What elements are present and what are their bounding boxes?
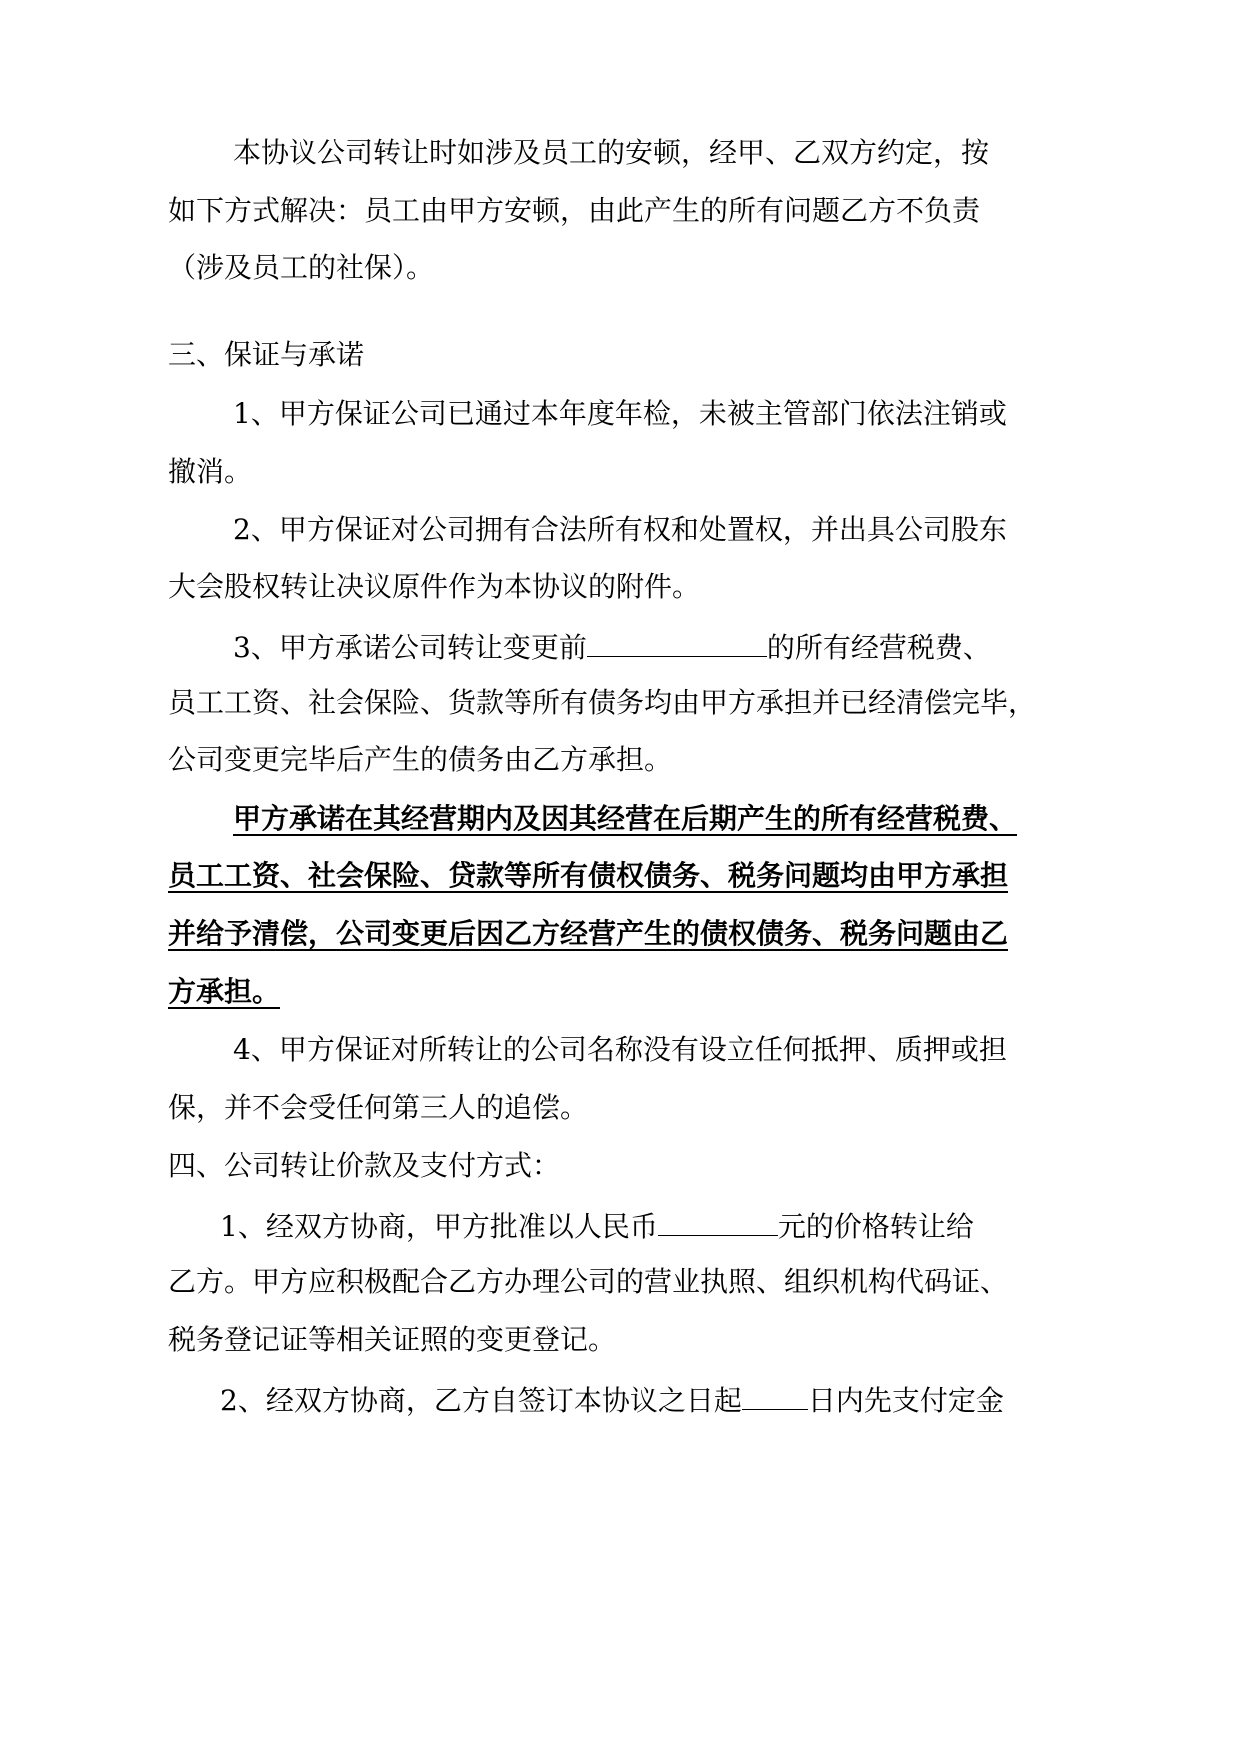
section-four-item2-line1 [220,1381,1004,1418]
section-three-item4-line1: 4、甲方保证对所转让的公司名称没有设立任何抵押、质押或担 [233,1033,1007,1066]
section-three-item1-line1: 1、甲方保证公司已通过本年度年检，未被主管部门依法注销或 [233,397,1007,430]
section-three-item4-line2: 保，并不会受任何第三人的追偿。 [168,1091,589,1124]
section-three-item1-line2: 撤消。 [168,455,253,488]
item3-text-after-blank: 的所有经营税费、 [766,631,991,664]
price-text-before-blank: 1、经双方协商，甲方批准以人民币 [220,1210,658,1243]
section-four-item1-line1 [220,1207,974,1244]
section-four-item1-line3: 税务登记证等相关证照的变更登记。 [168,1323,617,1356]
paragraph-employees-line1: 本协议公司转让时如涉及员工的安顿，经甲、乙双方约定，按 [233,136,990,169]
deposit-text-after-blank: 日内先支付定金 [807,1384,1004,1417]
section-three-item2-line1: 2、甲方保证对公司拥有合法所有权和处置权，并出具公司股东 [233,513,1007,546]
section-three-item3-line3: 公司变更完毕后产生的债务由乙方承担。 [168,743,673,776]
bold-clause-line3: 并给予清偿，公司变更后因乙方经营产生的债权债务、税务问题由乙 [168,917,1009,950]
item3-blank [587,628,767,657]
section-four-heading: 四、公司转让价款及支付方式： [168,1149,561,1182]
bold-clause-line2: 员工工资、社会保险、贷款等所有债权债务、税务问题均由甲方承担 [168,859,1009,892]
paragraph-employees-line3: （涉及员工的社保）。 [168,251,435,284]
deposit-text-before-blank: 2、经双方协商，乙方自签订本协议之日起 [220,1384,742,1417]
price-blank [658,1207,778,1236]
bold-clause-line1: 甲方承诺在其经营期内及因其经营在后期产生的所有经营税费、 [233,802,1018,835]
section-three-heading: 三、保证与承诺 [168,338,365,371]
days-blank [742,1381,808,1410]
bold-clause-line4: 方承担。 [168,975,281,1008]
price-text-after-blank: 元的价格转让给 [777,1210,974,1243]
section-four-item1-line2: 乙方。甲方应积极配合乙方办理公司的营业执照、组织机构代码证、 [168,1265,1009,1298]
item3-text-before-blank: 3、甲方承诺公司转让变更前 [233,631,587,664]
section-three-item3-line2: 员工工资、社会保险、货款等所有债务均由甲方承担并已经清偿完毕， [168,686,1037,719]
section-three-item3-line1 [233,628,991,665]
section-three-item2-line2: 大会股权转让决议原件作为本协议的附件。 [168,570,701,603]
paragraph-employees-line2: 如下方式解决：员工由甲方安顿，由此产生的所有问题乙方不负责 [168,194,981,227]
